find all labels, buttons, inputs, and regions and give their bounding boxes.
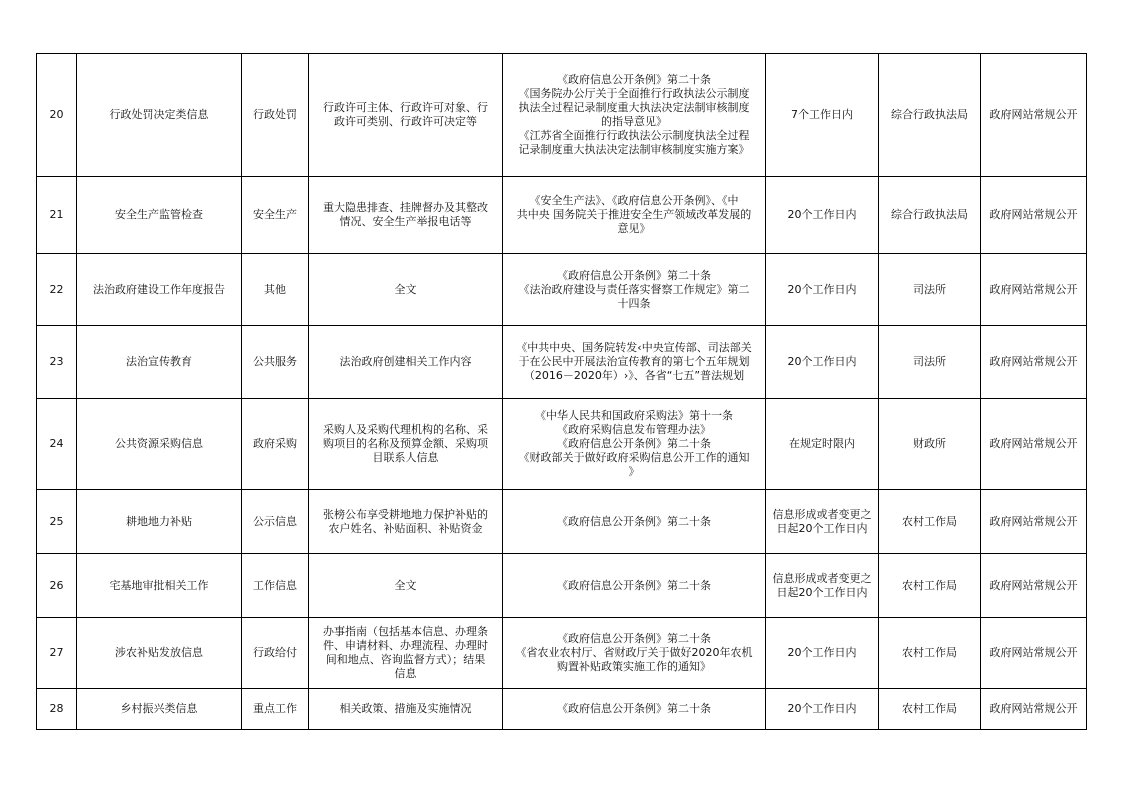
table-row xyxy=(37,554,1087,618)
row-number-cell: 25 xyxy=(37,490,77,554)
basis-line: 《省农业农村厅、省财政厅关于做好2020年农机 xyxy=(515,646,753,659)
basis-cell xyxy=(503,689,766,730)
item-name-cell: 行政处罚决定类信息 xyxy=(77,54,242,177)
content-cell xyxy=(309,54,503,177)
time-limit-cell xyxy=(766,399,879,490)
basis-cell xyxy=(503,490,766,554)
content-cell xyxy=(309,326,503,399)
time-limit-cell xyxy=(766,689,879,730)
item-name-cell: 安全生产监管检查 xyxy=(77,177,242,254)
time-limit-line: 在规定时限内 xyxy=(789,437,855,450)
basis-cell xyxy=(503,618,766,689)
basis-line: 《政府信息公开条例》第二十条 xyxy=(557,437,711,450)
time-limit-cell xyxy=(766,54,879,177)
basis-line: 于在公民中开展法治宣传教育的第七个五年规划 xyxy=(518,355,750,368)
basis-line: 《安全生产法》、《政府信息公开条例》、《中 xyxy=(529,194,739,207)
basis-line: 记录制度重大执法决定法制审核制度实施方案》 xyxy=(518,143,750,156)
content-line: 情况、安全生产举报电话等 xyxy=(339,215,472,228)
basis-line: 《政府信息公开条例》第二十条 xyxy=(557,268,711,282)
category-cell: 安全生产 xyxy=(242,177,309,254)
department-cell: 综合行政执法局 xyxy=(879,54,981,177)
content-line: 采购人及采购代理机构的名称、采 xyxy=(323,423,488,436)
category-cell: 公共服务 xyxy=(242,326,309,399)
content-line: 相关政策、措施及实施情况 xyxy=(339,702,472,715)
content-line: 件、申请材料、办理流程、办理时 xyxy=(323,639,488,652)
department-cell: 财政所 xyxy=(879,399,981,490)
basis-line: 《政府信息公开条例》第二十条 xyxy=(557,73,711,86)
row-number-cell: 22 xyxy=(37,254,77,326)
basis-line: 的指导意见》 xyxy=(601,115,667,128)
method-cell: 政府网站常规公开 xyxy=(981,399,1087,490)
category-cell: 公示信息 xyxy=(242,490,309,554)
content-line: 全文 xyxy=(394,578,417,592)
basis-line: 十四条 xyxy=(617,296,651,310)
disclosure-table xyxy=(36,53,1087,730)
basis-line: 《政府信息公开条例》第二十条 xyxy=(557,702,711,715)
basis-line: 执法全过程记录制度重大执法决定法制审核制度 xyxy=(518,101,750,114)
basis-line: 购置补贴政策实施工作的通知》 xyxy=(557,660,711,673)
content-line: 农户姓名、补贴面积、补贴资金 xyxy=(328,521,483,535)
content-line: 全文 xyxy=(394,282,417,296)
time-limit-cell xyxy=(766,554,879,618)
item-name-cell: 公共资源采购信息 xyxy=(77,399,242,490)
time-limit-cell xyxy=(766,177,879,254)
row-number-cell: 26 xyxy=(37,554,77,618)
table-row xyxy=(37,54,1087,177)
time-limit-cell xyxy=(766,490,879,554)
content-cell xyxy=(309,177,503,254)
method-cell: 政府网站常规公开 xyxy=(981,54,1087,177)
method-cell: 政府网站常规公开 xyxy=(981,618,1087,689)
department-cell: 农村工作局 xyxy=(879,618,981,689)
basis-cell xyxy=(503,554,766,618)
basis-line: 《政府信息公开条例》第二十条 xyxy=(557,514,711,528)
basis-line: 意见》 xyxy=(617,222,651,235)
category-cell: 重点工作 xyxy=(242,689,309,730)
time-limit-line: 20个工作日内 xyxy=(787,282,857,296)
content-cell xyxy=(309,490,503,554)
content-line: 信息 xyxy=(394,667,417,680)
content-line: 购项目的名称及预算金额、采购项 xyxy=(323,437,488,450)
table-row xyxy=(37,177,1087,254)
content-line: 法治政府创建相关工作内容 xyxy=(339,355,472,368)
table-row xyxy=(37,490,1087,554)
content-cell xyxy=(309,618,503,689)
content-line: 重大隐患排查、挂牌督办及其整改 xyxy=(323,201,488,214)
table-row xyxy=(37,689,1087,730)
content-cell xyxy=(309,689,503,730)
row-number-cell: 28 xyxy=(37,689,77,730)
item-name-cell: 涉农补贴发放信息 xyxy=(77,618,242,689)
category-cell: 行政处罚 xyxy=(242,54,309,177)
basis-line: 《政府采购信息发布管理办法》 xyxy=(557,423,711,436)
method-cell: 政府网站常规公开 xyxy=(981,490,1087,554)
content-line: 政许可类别、行政许可决定等 xyxy=(334,115,477,128)
basis-line: 《财政部关于做好政府采购信息公开工作的通知 xyxy=(518,451,750,464)
basis-line: 共中央 国务院关于推进安全生产领域改革发展的 xyxy=(516,208,752,221)
method-cell: 政府网站常规公开 xyxy=(981,326,1087,399)
time-limit-cell xyxy=(766,254,879,326)
time-limit-line: 20个工作日内 xyxy=(787,646,857,659)
row-number-cell: 20 xyxy=(37,54,77,177)
content-cell xyxy=(309,554,503,618)
table-row xyxy=(37,618,1087,689)
basis-line: 《国务院办公厅关于全面推行行政执法公示制度 xyxy=(518,87,750,100)
method-cell: 政府网站常规公开 xyxy=(981,254,1087,326)
table-row xyxy=(37,326,1087,399)
method-cell: 政府网站常规公开 xyxy=(981,554,1087,618)
item-name-cell: 法治宣传教育 xyxy=(77,326,242,399)
content-line: 目联系人信息 xyxy=(372,451,439,464)
basis-line: 《政府信息公开条例》第二十条 xyxy=(557,578,711,592)
basis-cell xyxy=(503,54,766,177)
basis-cell xyxy=(503,177,766,254)
basis-cell xyxy=(503,399,766,490)
time-limit-line: 信息形成或者变更之 xyxy=(772,507,872,521)
category-cell: 其他 xyxy=(242,254,309,326)
time-limit-line: 20个工作日内 xyxy=(787,702,857,715)
method-cell: 政府网站常规公开 xyxy=(981,177,1087,254)
category-cell: 行政给付 xyxy=(242,618,309,689)
time-limit-cell xyxy=(766,618,879,689)
table-row xyxy=(37,254,1087,326)
basis-line: 《法治政府建设与责任落实督察工作规定》第二 xyxy=(518,282,750,296)
department-cell: 司法所 xyxy=(879,326,981,399)
department-cell: 综合行政执法局 xyxy=(879,177,981,254)
category-cell: 政府采购 xyxy=(242,399,309,490)
item-name-cell: 宅基地审批相关工作 xyxy=(77,554,242,618)
content-line: 行政许可主体、行政许可对象、行 xyxy=(323,101,488,114)
item-name-cell: 耕地地力补贴 xyxy=(77,490,242,554)
basis-cell xyxy=(503,254,766,326)
department-cell: 农村工作局 xyxy=(879,554,981,618)
content-cell xyxy=(309,254,503,326)
item-name-cell: 法治政府建设工作年度报告 xyxy=(77,254,242,326)
category-cell: 工作信息 xyxy=(242,554,309,618)
time-limit-line: 20个工作日内 xyxy=(787,208,857,221)
department-cell: 农村工作局 xyxy=(879,490,981,554)
content-line: 办事指南（包括基本信息、办理条 xyxy=(323,625,488,638)
time-limit-line: 日起20个工作日内 xyxy=(776,521,868,535)
time-limit-line: 20个工作日内 xyxy=(787,355,857,368)
time-limit-line: 日起20个工作日内 xyxy=(776,585,868,599)
time-limit-cell xyxy=(766,326,879,399)
basis-line: （2016－2020年）›》、各省“七五”普法规划 xyxy=(523,369,745,382)
content-cell xyxy=(309,399,503,490)
basis-cell xyxy=(503,326,766,399)
table-body xyxy=(37,54,1087,730)
basis-line: 《中共中央、国务院转发‹中央宣传部、司法部关 xyxy=(516,341,752,354)
department-cell: 司法所 xyxy=(879,254,981,326)
basis-line: 《中华人民共和国政府采购法》第十一条 xyxy=(535,409,733,422)
basis-line: 《江苏省全面推行行政执法公示制度执法全过程 xyxy=(518,129,750,142)
row-number-cell: 24 xyxy=(37,399,77,490)
basis-line: 《政府信息公开条例》第二十条 xyxy=(557,632,711,645)
content-line: 间和地点、咨询监督方式）；结果 xyxy=(325,653,486,666)
row-number-cell: 21 xyxy=(37,177,77,254)
item-name-cell: 乡村振兴类信息 xyxy=(77,689,242,730)
row-number-cell: 27 xyxy=(37,618,77,689)
row-number-cell: 23 xyxy=(37,326,77,399)
basis-line: 》 xyxy=(628,465,640,478)
table-row xyxy=(37,399,1087,490)
method-cell: 政府网站常规公开 xyxy=(981,689,1087,730)
time-limit-line: 信息形成或者变更之 xyxy=(772,571,872,585)
content-line: 张榜公布享受耕地地力保护补贴的 xyxy=(323,507,488,521)
department-cell: 农村工作局 xyxy=(879,689,981,730)
time-limit-line: 7个工作日内 xyxy=(791,108,853,121)
